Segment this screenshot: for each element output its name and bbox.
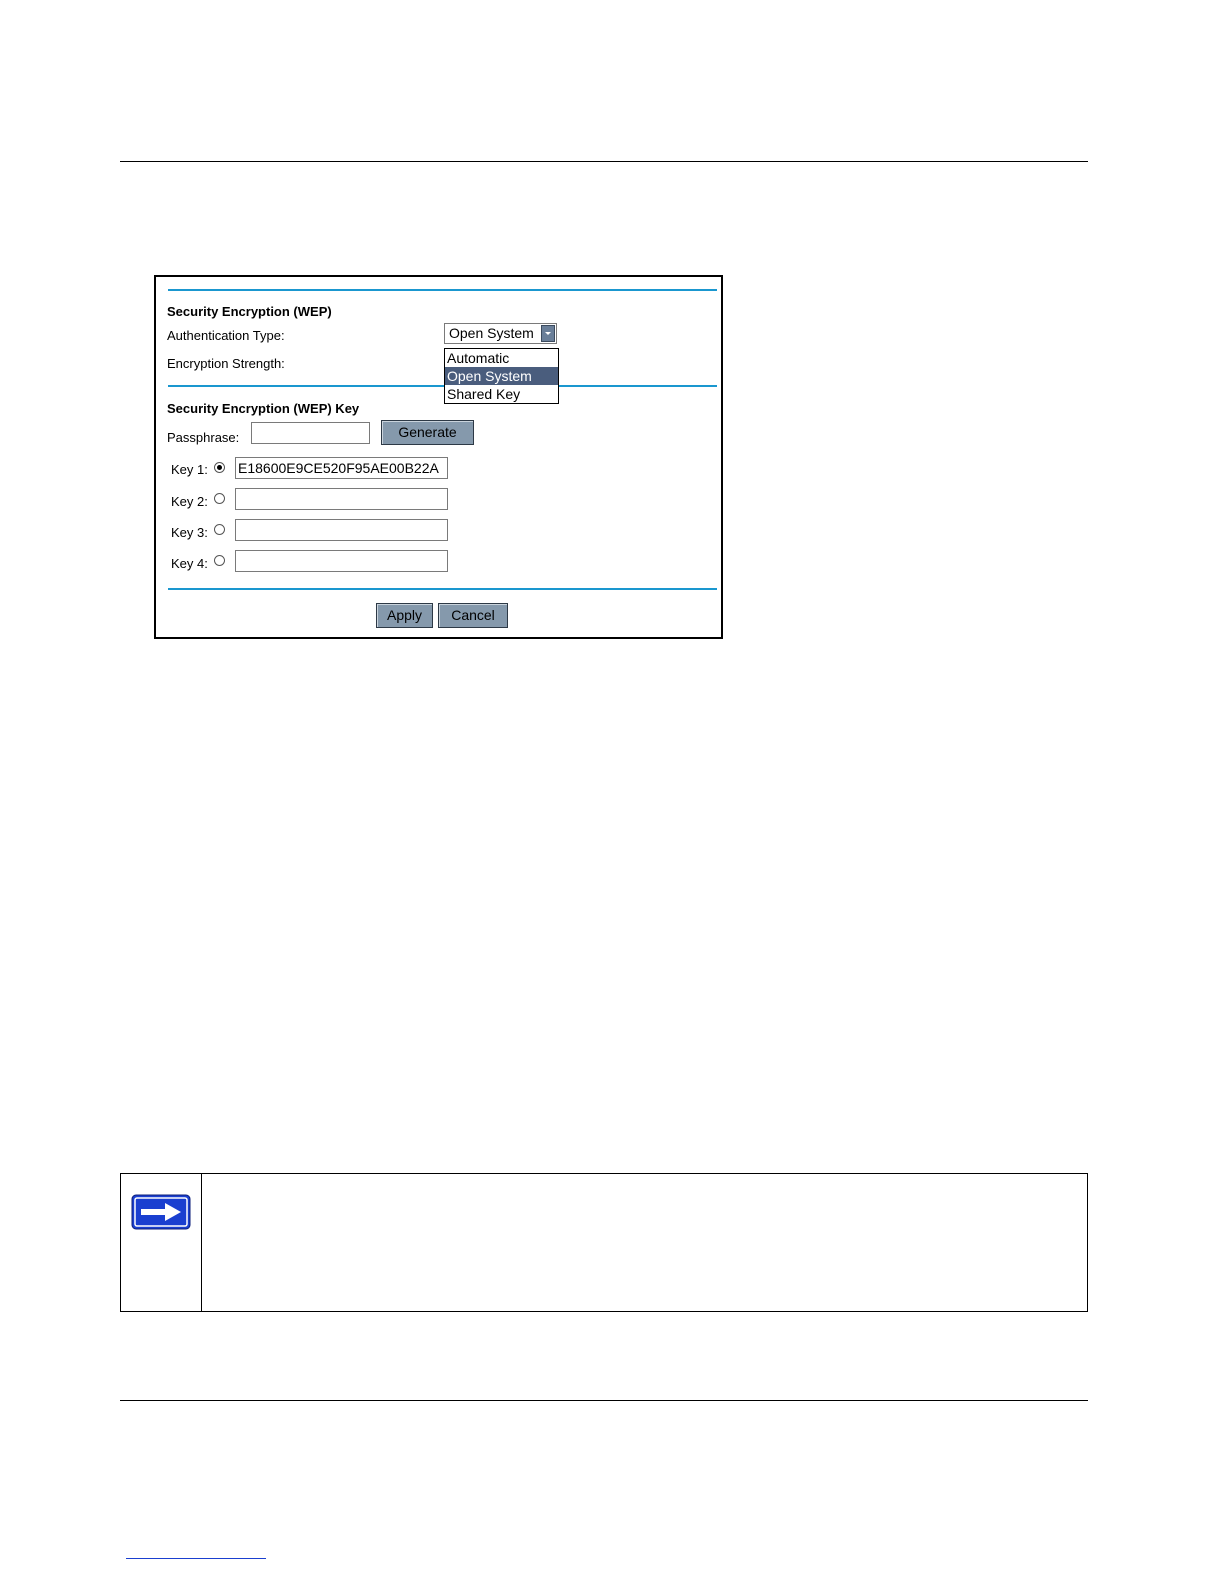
key-4-input[interactable]: [235, 550, 448, 572]
dropdown-option-open-system[interactable]: Open System: [445, 367, 558, 385]
auth-type-select[interactable]: [444, 323, 557, 344]
cancel-button[interactable]: Cancel: [438, 603, 508, 628]
key-2-input[interactable]: [235, 488, 448, 510]
section-separator: [168, 385, 717, 387]
encryption-strength-label: Encryption Strength:: [167, 356, 285, 371]
key-2-label: Key 2:: [171, 494, 208, 509]
key-3-input[interactable]: [235, 519, 448, 541]
auth-type-dropdown-list: [444, 348, 559, 404]
auth-type-label: Authentication Type:: [167, 328, 285, 343]
key-4-radio[interactable]: [214, 555, 225, 566]
note-box: [120, 1173, 1088, 1312]
key-4-label: Key 4:: [171, 556, 208, 571]
dropdown-option-shared-key[interactable]: Shared Key: [447, 386, 521, 402]
auth-type-selected-value: Open System: [449, 325, 534, 341]
key-1-radio[interactable]: [214, 462, 225, 473]
wep-settings-panel: [154, 275, 723, 639]
key-1-label: Key 1:: [171, 462, 208, 477]
key-3-radio[interactable]: [214, 524, 225, 535]
note-divider: [201, 1174, 202, 1311]
section-separator: [168, 588, 717, 590]
passphrase-label: Passphrase:: [167, 430, 240, 445]
footer-link-underline[interactable]: [126, 1558, 266, 1559]
apply-button[interactable]: Apply: [376, 603, 433, 628]
key-1-input[interactable]: E18600E9CE520F95AE00B22A: [235, 457, 448, 479]
chevron-down-icon[interactable]: [541, 325, 555, 342]
dropdown-option-automatic[interactable]: Automatic: [447, 350, 510, 366]
section-separator: [168, 289, 717, 291]
section-title-wep-key: Security Encryption (WEP) Key: [167, 401, 360, 416]
passphrase-input[interactable]: [251, 422, 370, 444]
key-3-label: Key 3:: [171, 525, 208, 540]
key-2-radio[interactable]: [214, 493, 225, 504]
section-title-wep: Security Encryption (WEP): [167, 304, 332, 319]
generate-button[interactable]: Generate: [381, 420, 474, 445]
footer-rule: [120, 1400, 1088, 1401]
header-rule: [120, 161, 1088, 162]
right-arrow-icon: [131, 1194, 191, 1230]
